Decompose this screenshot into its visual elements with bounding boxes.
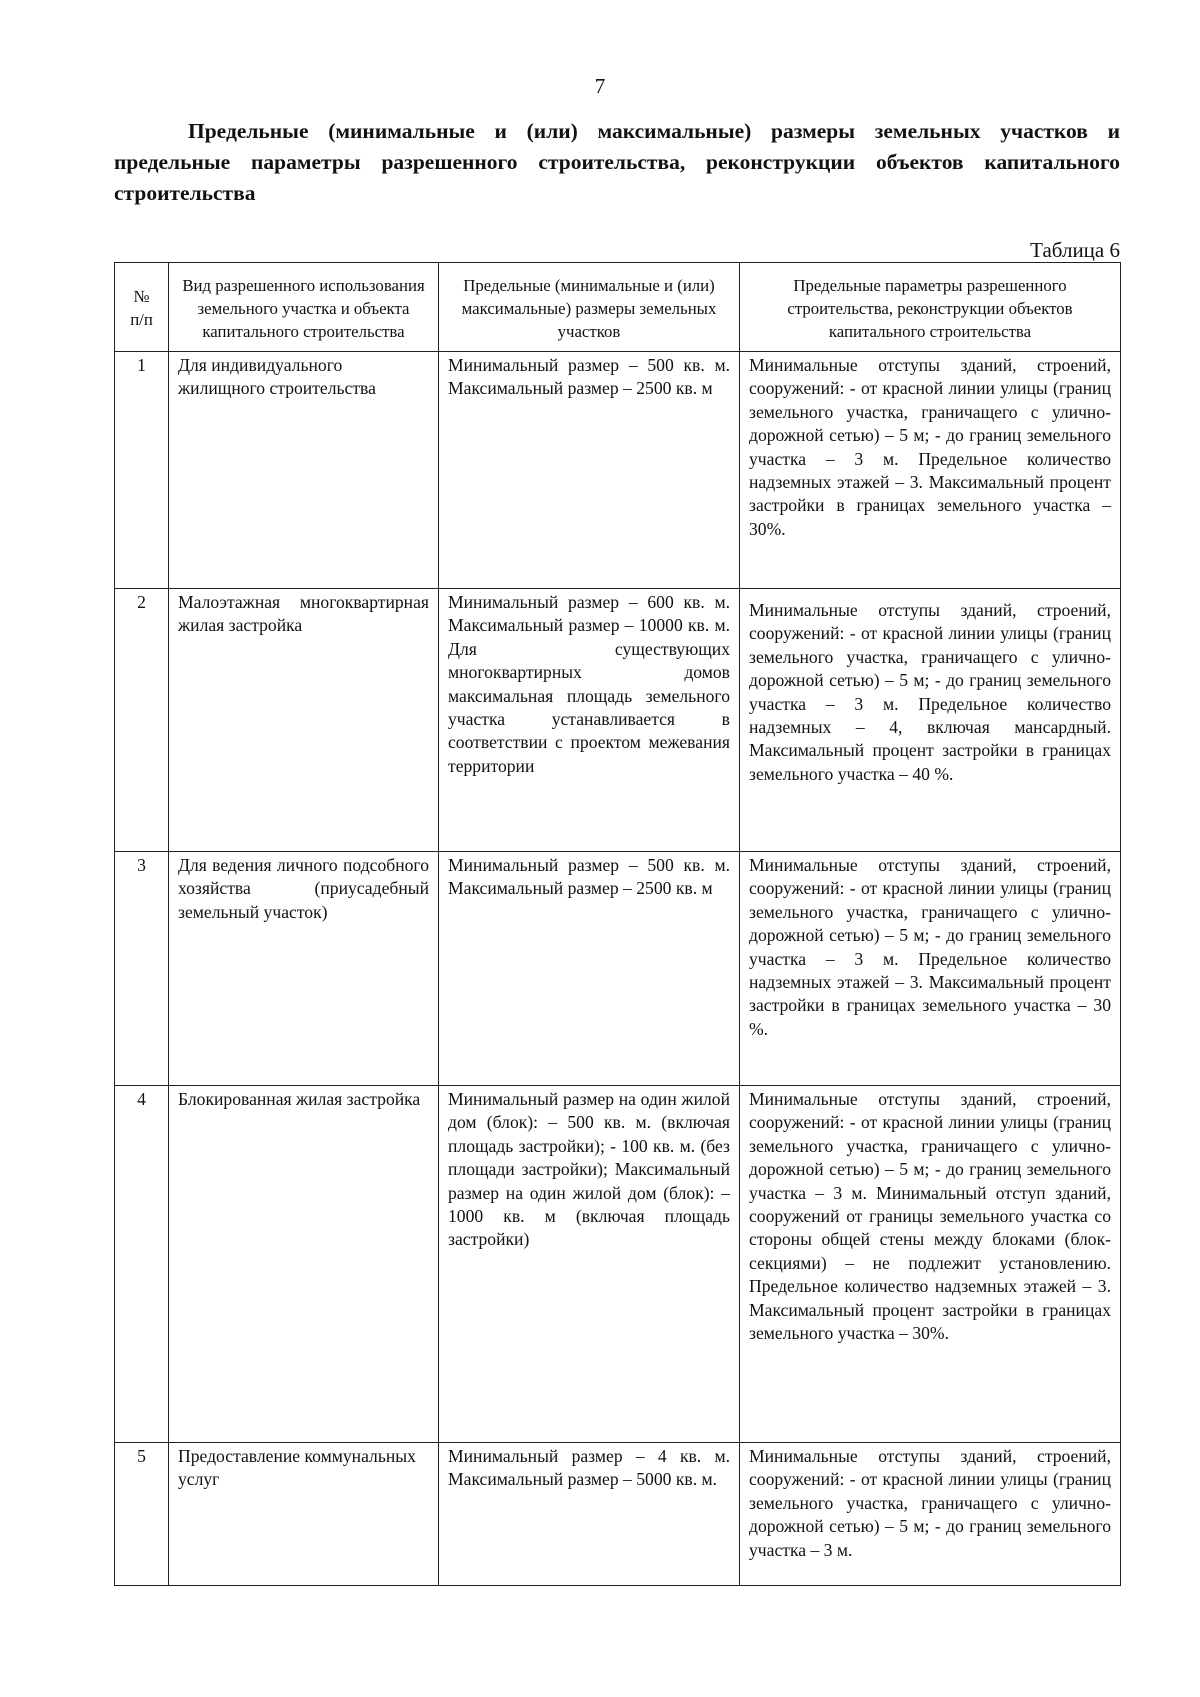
plot-size-cell: Минимальный размер – 600 кв. м. Максимальный размер – 10000 кв. м. Для существующих многоквартирных домов максимальная площадь земельного участка устанавливается в соответствии с проектом межевания территории — [439, 589, 740, 852]
table-header-row — [115, 263, 1121, 352]
header-use-type: Вид разрешенного использования земельного участка и объекта капитального строительства — [169, 263, 439, 352]
table-row — [115, 589, 1121, 852]
table-row — [115, 852, 1121, 1086]
page-number: 7 — [594, 74, 606, 98]
limits-table — [114, 262, 1121, 1586]
row-number: 3 — [115, 852, 169, 1086]
table-row — [115, 352, 1121, 589]
plot-size-cell: Минимальный размер – 4 кв. м. Максимальный размер – 5000 кв. м. — [439, 1443, 740, 1586]
header-number: № п/п — [115, 263, 169, 352]
row-number: 5 — [115, 1443, 169, 1586]
table-row — [115, 1443, 1121, 1586]
use-type-cell: Предоставление коммунальных услуг — [169, 1443, 439, 1586]
document-title: Предельные (минимальные и (или) максимальные) размеры земельных участков и предельные параметры разрешенного строительства, реконструкции объектов капитального строительства — [114, 119, 1120, 205]
plot-size-cell: Минимальный размер на один жилой дом (блок): – 500 кв. м. (включая площадь застройки); - 100 кв. м. (без площади застройки); Максимальный размер на один жилой дом (блок): – 1000 кв. м (включая площадь застройки) — [439, 1086, 740, 1443]
use-type-cell: Для индивидуального жилищного строительства — [169, 352, 439, 589]
plot-size-cell: Минимальный размер – 500 кв. м. Максимальный размер – 2500 кв. м — [439, 352, 740, 589]
build-params-cell: Минимальные отступы зданий, строений, сооружений: - от красной линии улицы (границ земельного участка, граничащего с улично-дорожной сетью) – 5 м; - до границ земельного участка – 3 м. Предельное количество надземных этажей – 3. Максимальный процент застройки в границах земельного участка – 30 %. — [740, 852, 1121, 1086]
build-params-cell: Минимальные отступы зданий, строений, сооружений: - от красной линии улицы (границ земельного участка, граничащего с улично-дорожной сетью) – 5 м; - до границ земельного участка – 3 м. — [740, 1443, 1121, 1586]
use-type-cell: Блокированная жилая застройка — [169, 1086, 439, 1443]
build-params-cell: Минимальные отступы зданий, строений, сооружений: - от красной линии улицы (границ земельного участка, граничащего с улично-дорожной сетью) – 5 м; - до границ земельного участка – 3 м. Минимальный отступ зданий, сооружений от границы земельного участка со стороны общей стены между блоками (блок-секциями) – не подлежит установлению. Предельное количество надземных этажей – 3. Максимальный процент застройки в границах земельного участка – 30%. — [740, 1086, 1121, 1443]
header-build-params: Предельные параметры разрешенного строительства, реконструкции объектов капитального строительства — [740, 263, 1121, 352]
row-number: 4 — [115, 1086, 169, 1443]
row-number: 2 — [115, 589, 169, 852]
use-type-cell: Для ведения личного подсобного хозяйства (приусадебный земельный участок) — [169, 852, 439, 1086]
build-params-cell: Минимальные отступы зданий, строений, сооружений: - от красной линии улицы (границ земельного участка, граничащего с улично-дорожной сетью) – 5 м; - до границ земельного участка – 3 м. Предельное количество надземных – 4, включая мансардный. Максимальный процент застройки в границах земельного участка – 40 %. — [740, 589, 1121, 852]
header-plot-size: Предельные (минимальные и (или) максимальные) размеры земельных участков — [439, 263, 740, 352]
plot-size-cell: Минимальный размер – 500 кв. м. Максимальный размер – 2500 кв. м — [439, 852, 740, 1086]
use-type-cell: Малоэтажная многоквартирная жилая застройка — [169, 589, 439, 852]
table-row — [115, 1086, 1121, 1443]
build-params-cell: Минимальные отступы зданий, строений, сооружений: - от красной линии улицы (границ земельного участка, граничащего с улично-дорожной сетью) – 5 м; - до границ земельного участка – 3 м. Предельное количество надземных этажей – 3. Максимальный процент застройки в границах земельного участка – 30%. — [740, 352, 1121, 589]
row-number: 1 — [115, 352, 169, 589]
table-caption: Таблица 6 — [1030, 238, 1120, 262]
